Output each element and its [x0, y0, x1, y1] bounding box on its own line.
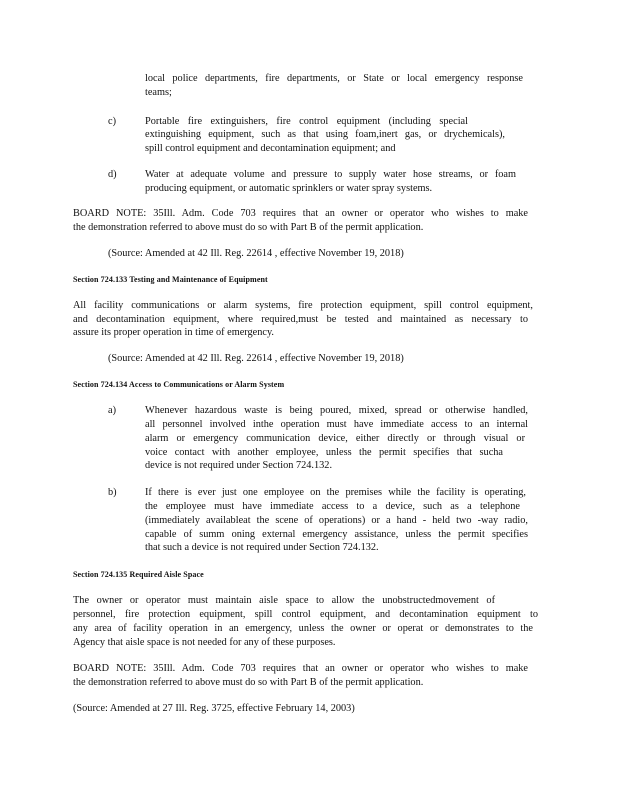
item-d-label: d)	[108, 169, 117, 180]
board-note-1-line-2: the demonstration referred to above must do so with Part B of the permit application.	[73, 222, 424, 233]
item-b-line-2: teams;	[145, 87, 172, 98]
board-note-2-line-2: the demonstration referred to above must do so with Part B of the permit application.	[73, 677, 424, 688]
section-724-133-line-1: All facility communications or alarm systems, fire protection equipment, spill control equipment,	[73, 300, 533, 311]
item-c-line-3: spill control equipment and decontamination equipment; and	[145, 143, 396, 154]
item-a-line-1: Whenever hazardous waste is being poured, mixed, spread or otherwise handled,	[145, 405, 528, 416]
source-note-2: (Source: Amended at 42 Ill. Reg. 22614 , effective November 19, 2018)	[108, 353, 404, 364]
item-a-line-4: voice contact with another employee, unless the permit specifies that sucha	[145, 447, 503, 458]
item-b2-line-4: capable of summ oning external emergency assistance, unless the permit specifies	[145, 529, 528, 540]
item-a-line-3: alarm or emergency communication device, either directly or through visual or	[145, 433, 525, 444]
item-a-line-5: device is not required under Section 724.132.	[145, 460, 333, 471]
section-724-135-heading: Section 724.135 Required Aisle Space	[73, 570, 204, 579]
item-a-label: a)	[108, 405, 116, 416]
item-c-label: c)	[108, 116, 116, 127]
item-b-line-1: local police departments, fire departments, or State or local emergency response	[145, 73, 523, 84]
item-b2-line-3: (immediately availableat the scene of operations) or a hand - held two -way radio,	[145, 515, 528, 526]
item-b2-line-5: that such a device is not required under Section 724.132.	[145, 542, 379, 553]
section-724-135-line-2: personnel, fire protection equipment, spill control equipment, and decontamination equipment to	[73, 609, 538, 620]
item-d-line-1: Water at adequate volume and pressure to supply water hose streams, or foam	[145, 169, 516, 180]
section-724-135-line-3: any area of facility operation in an emergency, unless the owner or operat or demonstrates to the	[73, 623, 533, 634]
board-note-1-line-1: BOARD NOTE: 35Ill. Adm. Code 703 requires that an owner or operator who wishes to make	[73, 208, 528, 219]
item-b2-line-1: If there is ever just one employee on the premises while the facility is operating,	[145, 487, 526, 498]
source-note-3: (Source: Amended at 27 Ill. Reg. 3725, effective February 14, 2003)	[73, 703, 355, 714]
item-c-line-2: extinguishing equipment, such as that using foam,inert gas, or drychemicals),	[145, 129, 505, 140]
board-note-2-line-1: BOARD NOTE: 35Ill. Adm. Code 703 requires that an owner or operator who wishes to make	[73, 663, 528, 674]
section-724-133-line-3: assure its proper operation in time of emergency.	[73, 327, 275, 338]
section-724-135-line-1: The owner or operator must maintain aisle space to allow the unobstructedmovement of	[73, 595, 495, 606]
section-724-135-line-4: Agency that aisle space is not needed for any of these purposes.	[73, 637, 336, 648]
section-724-133-line-2: and decontamination equipment, where required,must be tested and maintained as necessary to	[73, 314, 528, 325]
source-note-1: (Source: Amended at 42 Ill. Reg. 22614 , effective November 19, 2018)	[108, 248, 404, 259]
section-724-134-heading: Section 724.134 Access to Communications or Alarm System	[73, 380, 285, 389]
item-b-label: b)	[108, 487, 117, 498]
section-724-133-heading: Section 724.133 Testing and Maintenance of Equipment	[73, 275, 268, 284]
item-d-line-2: producing equipment, or automatic sprinklers or water spray systems.	[145, 183, 433, 194]
item-b2-line-2: the employee must have immediate access to a device, such as a telephone	[145, 501, 520, 512]
item-c-line-1: Portable fire extinguishers, fire control equipment (including special	[145, 116, 468, 127]
item-a-line-2: all personnel involved inthe operation must have immediate access to an internal	[145, 419, 528, 430]
